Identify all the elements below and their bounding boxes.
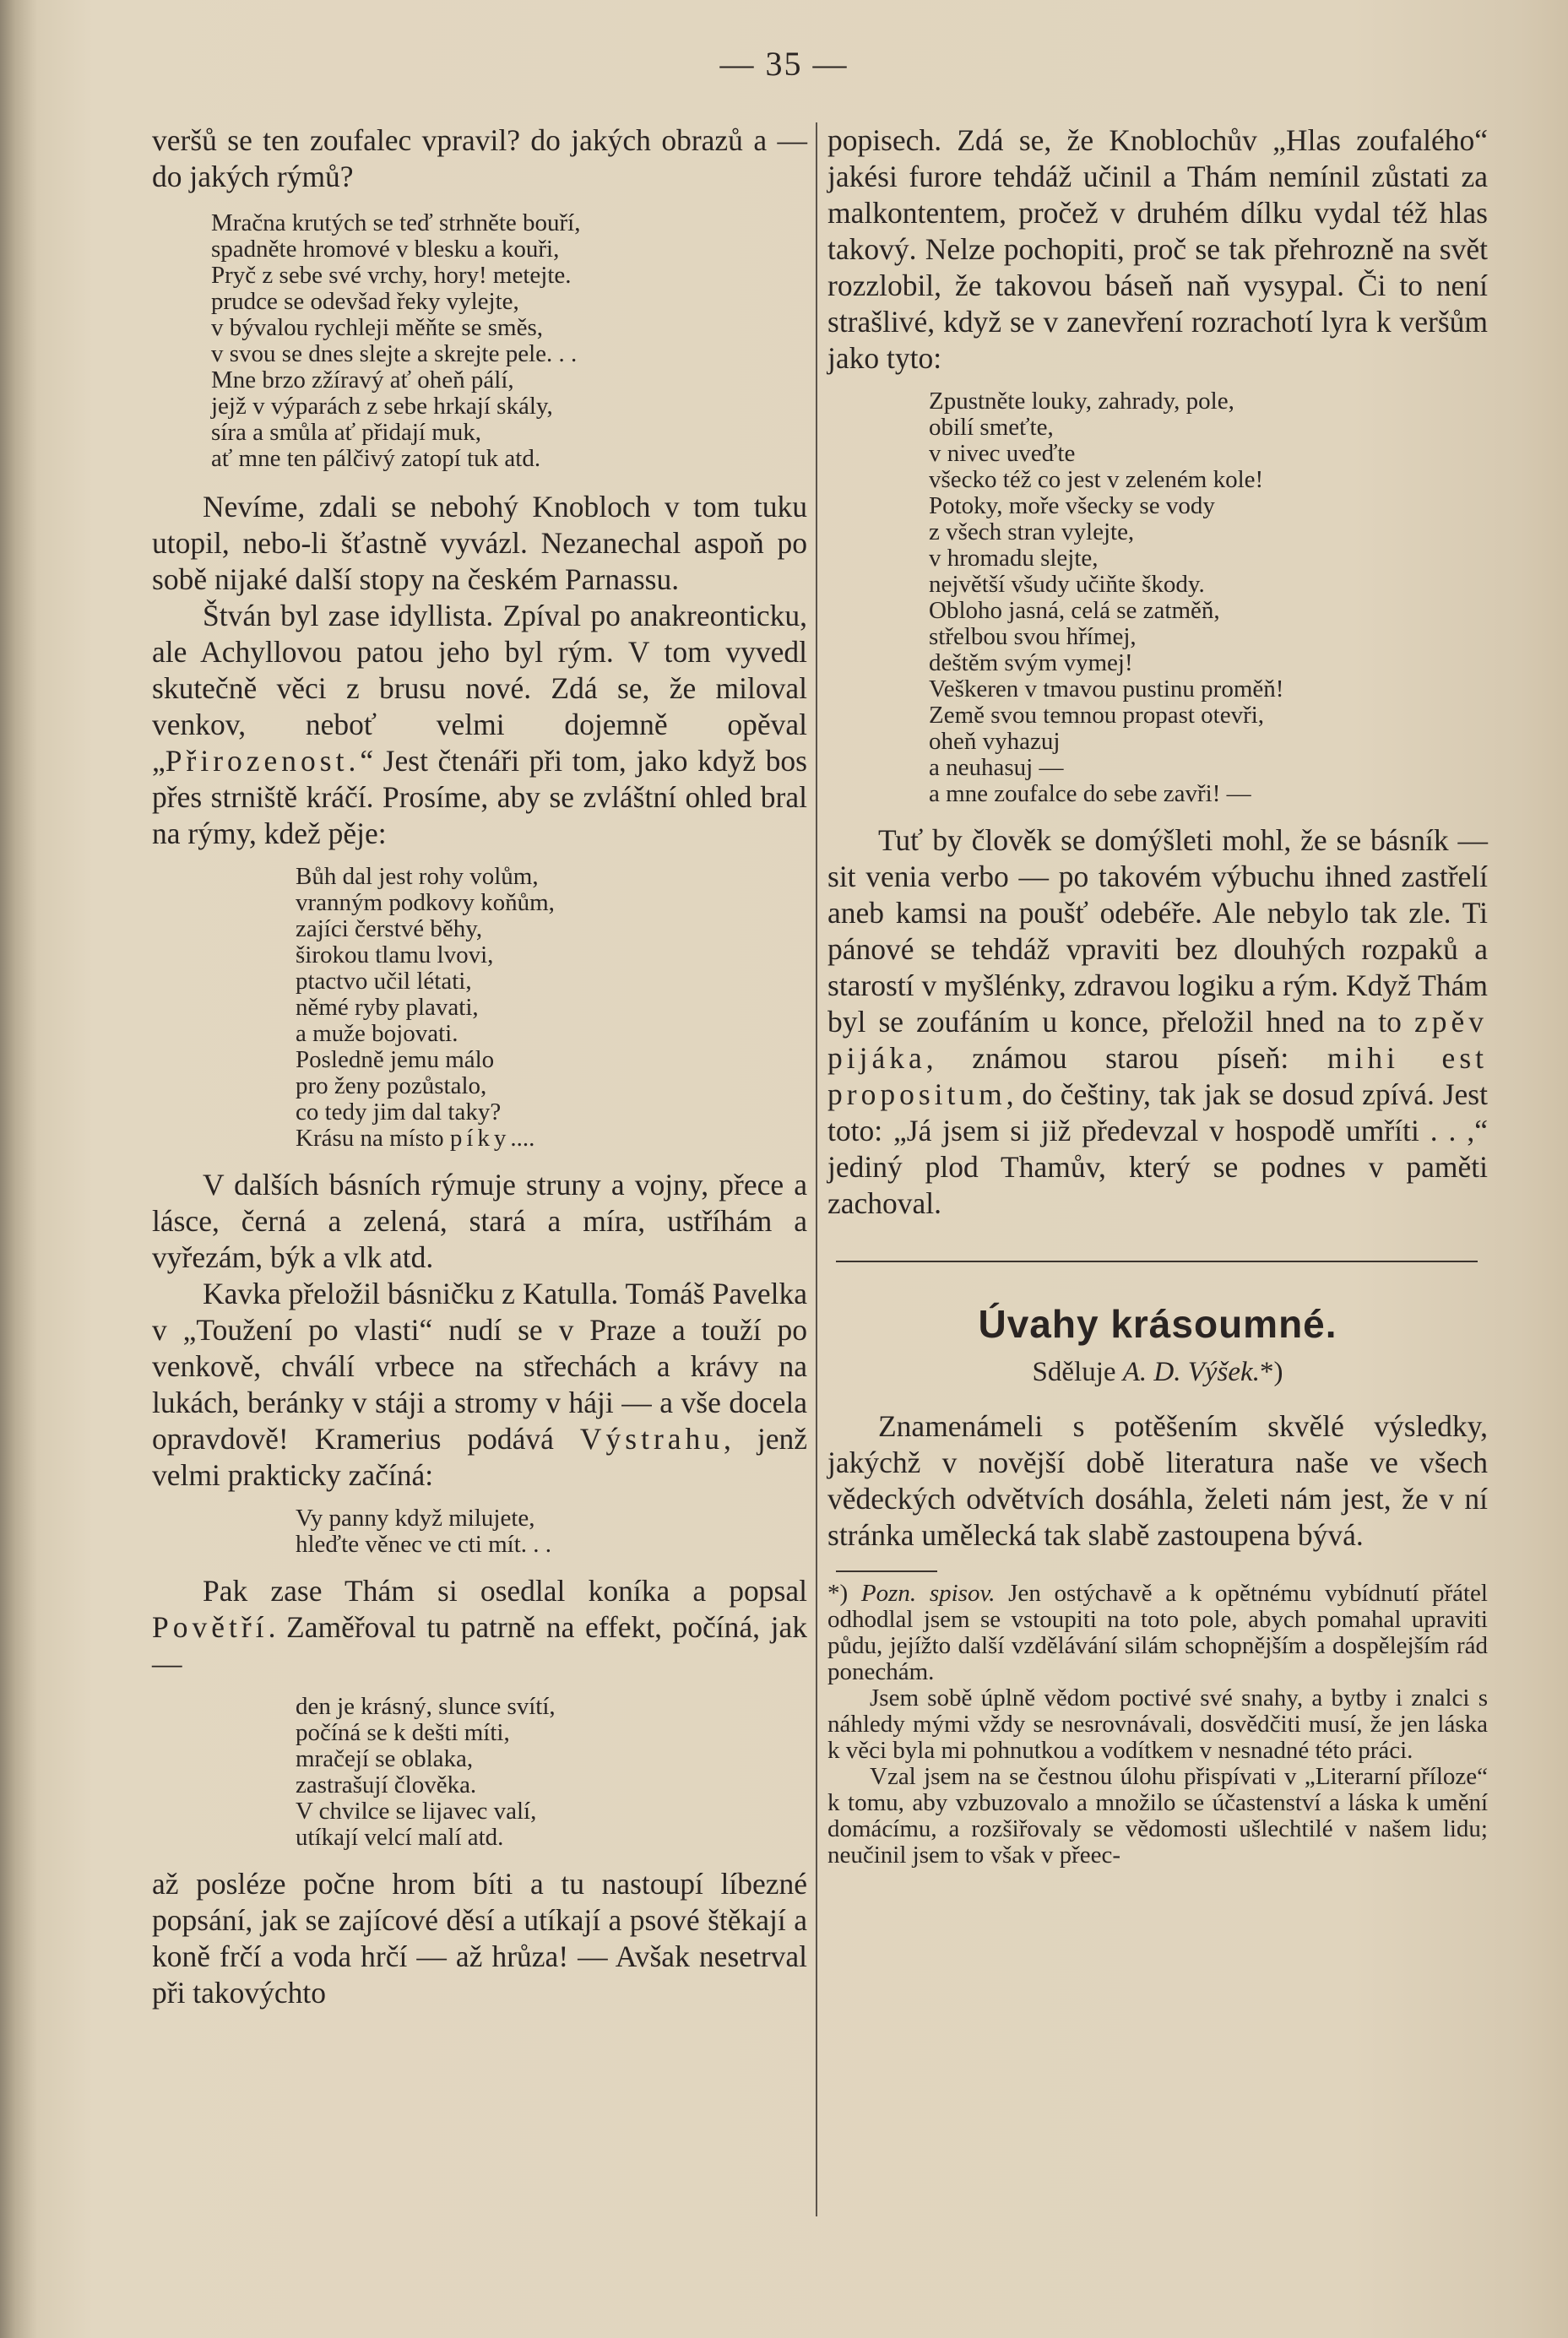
paragraph: veršů se ten zoufalec vpravil? do jakých obrazů a — do jakých rýmů? bbox=[152, 123, 807, 193]
left-column bbox=[152, 122, 807, 2011]
text-run: Krásu na místo bbox=[296, 1125, 450, 1152]
text-run: Tuť by člověk se domýšleti mohl, že se básník — sit venia verbo — po takovém výbuchu ihned zastřelí aneb kamsi na poušť odebéře. Ale nebylo tak zle. Ti pánové se tehdáž vpraviti bez dlouhých rozpaků a starostí v myšlénky, zdravou logiku a rým. Když Thám byl se zoufáním u konce, přeložil hned na to bbox=[827, 823, 1488, 1039]
poem-line: Země svou temnou propast otevři, bbox=[929, 702, 1265, 729]
paragraph: Znamenámeli s potěšením skvělé výsledky, jakýchž v novější době literatura naše ve všech vědeckých odvětvích dosáhla, želeti nám jest, že v ní stránka umělecká tak slabě zastoupena bývá. bbox=[827, 1409, 1488, 1552]
footnote-mark: *) bbox=[1259, 1357, 1283, 1387]
footnote-rule bbox=[836, 1570, 937, 1572]
poem-line: němé ryby plavati, bbox=[296, 994, 479, 1021]
footnote-paragraph: Jsem sobě úplně vědom poctivé své snahy, a bytby i znalci s náhledy mými vždy se nesrovnávali, dosvědčiti musí, že jen láska k věci byla mi pohnutkou a vodítkem v nesnadné této práci. bbox=[827, 1684, 1488, 1764]
poem-line: ať mne ten pálčivý zatopí tuk atd. bbox=[211, 445, 541, 472]
footnote-mark: *) bbox=[827, 1580, 861, 1607]
section-rule bbox=[836, 1261, 1478, 1262]
poem-line: Pryč z sebe své vrchy, hory! metejte. bbox=[211, 262, 572, 289]
poem-line: utíkají velcí malí atd. bbox=[296, 1824, 504, 1851]
poem-line: obilí smeťte, bbox=[929, 414, 1054, 441]
poem-line: oheň vyhazuj bbox=[929, 728, 1061, 755]
poem-line: jejž v výparách z sebe hrkají skály, bbox=[211, 393, 553, 420]
text-run: . Zaměřoval tu patrně na effekt, počíná, jak — bbox=[152, 1610, 807, 1680]
poem-line: Vy panny když milujete, bbox=[296, 1505, 535, 1532]
poem-line: zastrašují člověka. bbox=[296, 1771, 477, 1798]
poem-line: mračejí se oblaka, bbox=[296, 1745, 474, 1772]
paragraph: až posléze počne hrom bíti a tu nastoupí líbezné popsání, jak se zajícové děsí a utíkají a psové štěkají a koně frčí a voda hrčí — až hrůza! — Avšak nesetrval při takovýchto bbox=[152, 1867, 807, 2010]
poem-line: prudce se odevšad řeky vylejte, bbox=[211, 288, 519, 315]
paragraph: popisech. Zdá se, že Knoblochův „Hlas zoufalého“ jakési furore tehdáž učinil a Thám nemínil zůstati za malkontentem, pročež v druhém dílku vydal též hlas takový. Nelze pochopiti, proč se tak přehrozně na svět rozzlobil, že takovou báseň naň vysypal. Či to není strašlivé, když se v zanevření rozrachotí lyra k veršům jako tyto: bbox=[827, 123, 1488, 375]
poem-line: Bůh dal jest rohy volům, bbox=[296, 863, 539, 890]
poem-line: síra a smůla ať přidají muk, bbox=[211, 419, 482, 446]
poem-line: největší všudy učiňte škody. bbox=[929, 571, 1205, 598]
poem-line: Potoky, moře všecky se vody bbox=[929, 492, 1215, 519]
poem-line: Zpustněte louky, zahrady, pole, bbox=[929, 388, 1234, 415]
page-number: — 35 — bbox=[719, 45, 849, 83]
poem-line: Mračna krutých se teď strhněte bouří, bbox=[211, 209, 581, 236]
poem-line: v nivec uveďte bbox=[929, 440, 1076, 467]
footnote-paragraph: Vzal jsem na se čestnou úlohu přispívati v „Literarní příloze“ k tomu, aby vzbuzovalo a množilo se účastenství a láska k umění domácímu, a rozšiřovaly se vědomosti ušlechtilé v našem lidu; neučinil jsem to však v přeec- bbox=[827, 1763, 1488, 1869]
poem-line: Veškeren v tmavou pustinu proměň! bbox=[929, 675, 1284, 702]
poem-line: Posledně jemu málo bbox=[296, 1046, 495, 1073]
paragraph bbox=[152, 1276, 807, 1494]
poem-hlas-zoufaleho bbox=[211, 210, 807, 472]
spaced-title: Přirozenost. bbox=[165, 744, 361, 778]
poem-line: deštěm svým vymej! bbox=[929, 649, 1133, 676]
poem-line: ptactvo učil létati, bbox=[296, 968, 472, 995]
text-run: Štván byl zase idyllista. Zpíval po anakreonticku, ale Achyllovou patou jeho byl rým. V tom vyvedl skutečně věci z brusu nové. Zdá se, že miloval venkov, neboť velmi dojemně opěval „ bbox=[152, 599, 807, 778]
poem-line: všecko též co jest v zeleném kole! bbox=[929, 466, 1264, 493]
poem-povetri bbox=[296, 1694, 807, 1851]
poem-line: pro ženy pozůstalo, bbox=[296, 1072, 487, 1099]
poem-line bbox=[296, 1126, 807, 1152]
right-column bbox=[827, 122, 1488, 1869]
byline-author: A. D. Výšek. bbox=[1122, 1357, 1260, 1387]
text-run: , do češtiny, tak jak se dosud zpívá. Jest toto: „Já jsem si již předevzal v hospodě umříti . . ,“ jediný plod Thamův, který se podnes v paměti zachoval. bbox=[827, 1077, 1488, 1220]
spaced-word: píky bbox=[449, 1125, 511, 1152]
poem-line: hleďte věnec ve cti mít. . . bbox=[296, 1531, 551, 1558]
column-divider bbox=[816, 122, 817, 2216]
spaced-title: Povětří bbox=[152, 1610, 269, 1644]
paragraph: Nevíme, zdali se nebohý Knobloch v tom tuku utopil, nebo-li šťastně vyvázl. Nezanechal aspoň po sobě nijaké další stopy na českém Parnassu. bbox=[152, 490, 807, 596]
poem-line: V chvilce se lijavec valí, bbox=[296, 1798, 537, 1825]
text-run: , jenž velmi prakticky začíná: bbox=[152, 1422, 807, 1492]
poem-zpustnete bbox=[929, 388, 1488, 807]
footnote bbox=[827, 1581, 1488, 1869]
paragraph bbox=[152, 598, 807, 852]
poem-line: střelbou svou hřímej, bbox=[929, 623, 1137, 650]
text-run: Pak zase Thám si osedlal koníka a popsal bbox=[203, 1574, 807, 1608]
poem-line: den je krásný, slunce svítí, bbox=[296, 1693, 556, 1720]
paragraph bbox=[152, 1573, 807, 1682]
poem-prirozenost bbox=[296, 864, 807, 1152]
spaced-title: zpěv pijáka bbox=[827, 1005, 1488, 1075]
footnote-label: Pozn. spisov. bbox=[860, 1580, 996, 1607]
poem-line: z všech stran vylejte, bbox=[929, 518, 1135, 545]
paragraph bbox=[827, 822, 1488, 1222]
poem-line: Obloho jasná, celá se zatměň, bbox=[929, 597, 1220, 624]
text-run: Kavka přeložil básničku z Katulla. Tomáš Pavelka v „Toužení po vlasti“ nudí se v Praze a touží po venkově, chválí vrbece na střechách a krávy na lukách, beránky v stáji a stromy v háji — a vše docela opravdově! Kramerius podává bbox=[152, 1277, 807, 1456]
text-run: .... bbox=[510, 1125, 535, 1152]
poem-line: Mne brzo zžíravý ať oheň pálí, bbox=[211, 366, 514, 393]
text-run: “ Jest čtenáři při tom, jako když bos přes strniště kráčí. Prosíme, aby se zvláštní ohled bral na rýmy, kdež pěje: bbox=[152, 744, 807, 850]
poem-line: zajíci čerstvé běhy, bbox=[296, 915, 483, 942]
poem-line: v bývalou rychleji měňte se směs, bbox=[211, 314, 544, 341]
poem-line: a mne zoufalce do sebe zavři! — bbox=[929, 780, 1251, 807]
byline-prefix: Sděluje bbox=[1032, 1357, 1123, 1387]
section-heading: Úvahy krásoumné. bbox=[978, 1302, 1337, 1346]
poem-line: vranným podkovy koňům, bbox=[296, 889, 555, 916]
text-run: Jen ostýchavě a k opětnému vybídnutí přátel odhodlal jsem se vstoupiti na toto pole, abych pomahal upraviti půdu, jejížto další vzdělávání silám schopnějším a dospělejším rád ponechám. bbox=[827, 1580, 1488, 1685]
poem-line: spadněte hromové v blesku a kouři, bbox=[211, 236, 560, 263]
poem-line: počíná se k dešti míti, bbox=[296, 1719, 510, 1746]
poem-vystraha bbox=[296, 1505, 807, 1558]
poem-line: co tedy jim dal taky? bbox=[296, 1098, 502, 1126]
poem-line: a muže bojovati. bbox=[296, 1020, 458, 1047]
byline bbox=[827, 1357, 1488, 1388]
text-run: , známou starou píseň: bbox=[925, 1041, 1327, 1075]
footnote-paragraph bbox=[827, 1581, 1488, 1685]
poem-line: v svou se dnes slejte a skrejte pele. . . bbox=[211, 340, 578, 367]
spaced-title: mihi est propositum bbox=[827, 1041, 1488, 1111]
paragraph: V dalších básních rýmuje struny a vojny, přece a lásce, černá a zelená, stará a míra, ustříhám a vyřezám, býk a vlk atd. bbox=[152, 1168, 807, 1274]
poem-line: a neuhasuj — bbox=[929, 754, 1064, 781]
poem-line: v hromadu slejte, bbox=[929, 545, 1099, 572]
spaced-title: Výstrahu bbox=[579, 1422, 724, 1456]
poem-line: širokou tlamu lvovi, bbox=[296, 941, 494, 968]
